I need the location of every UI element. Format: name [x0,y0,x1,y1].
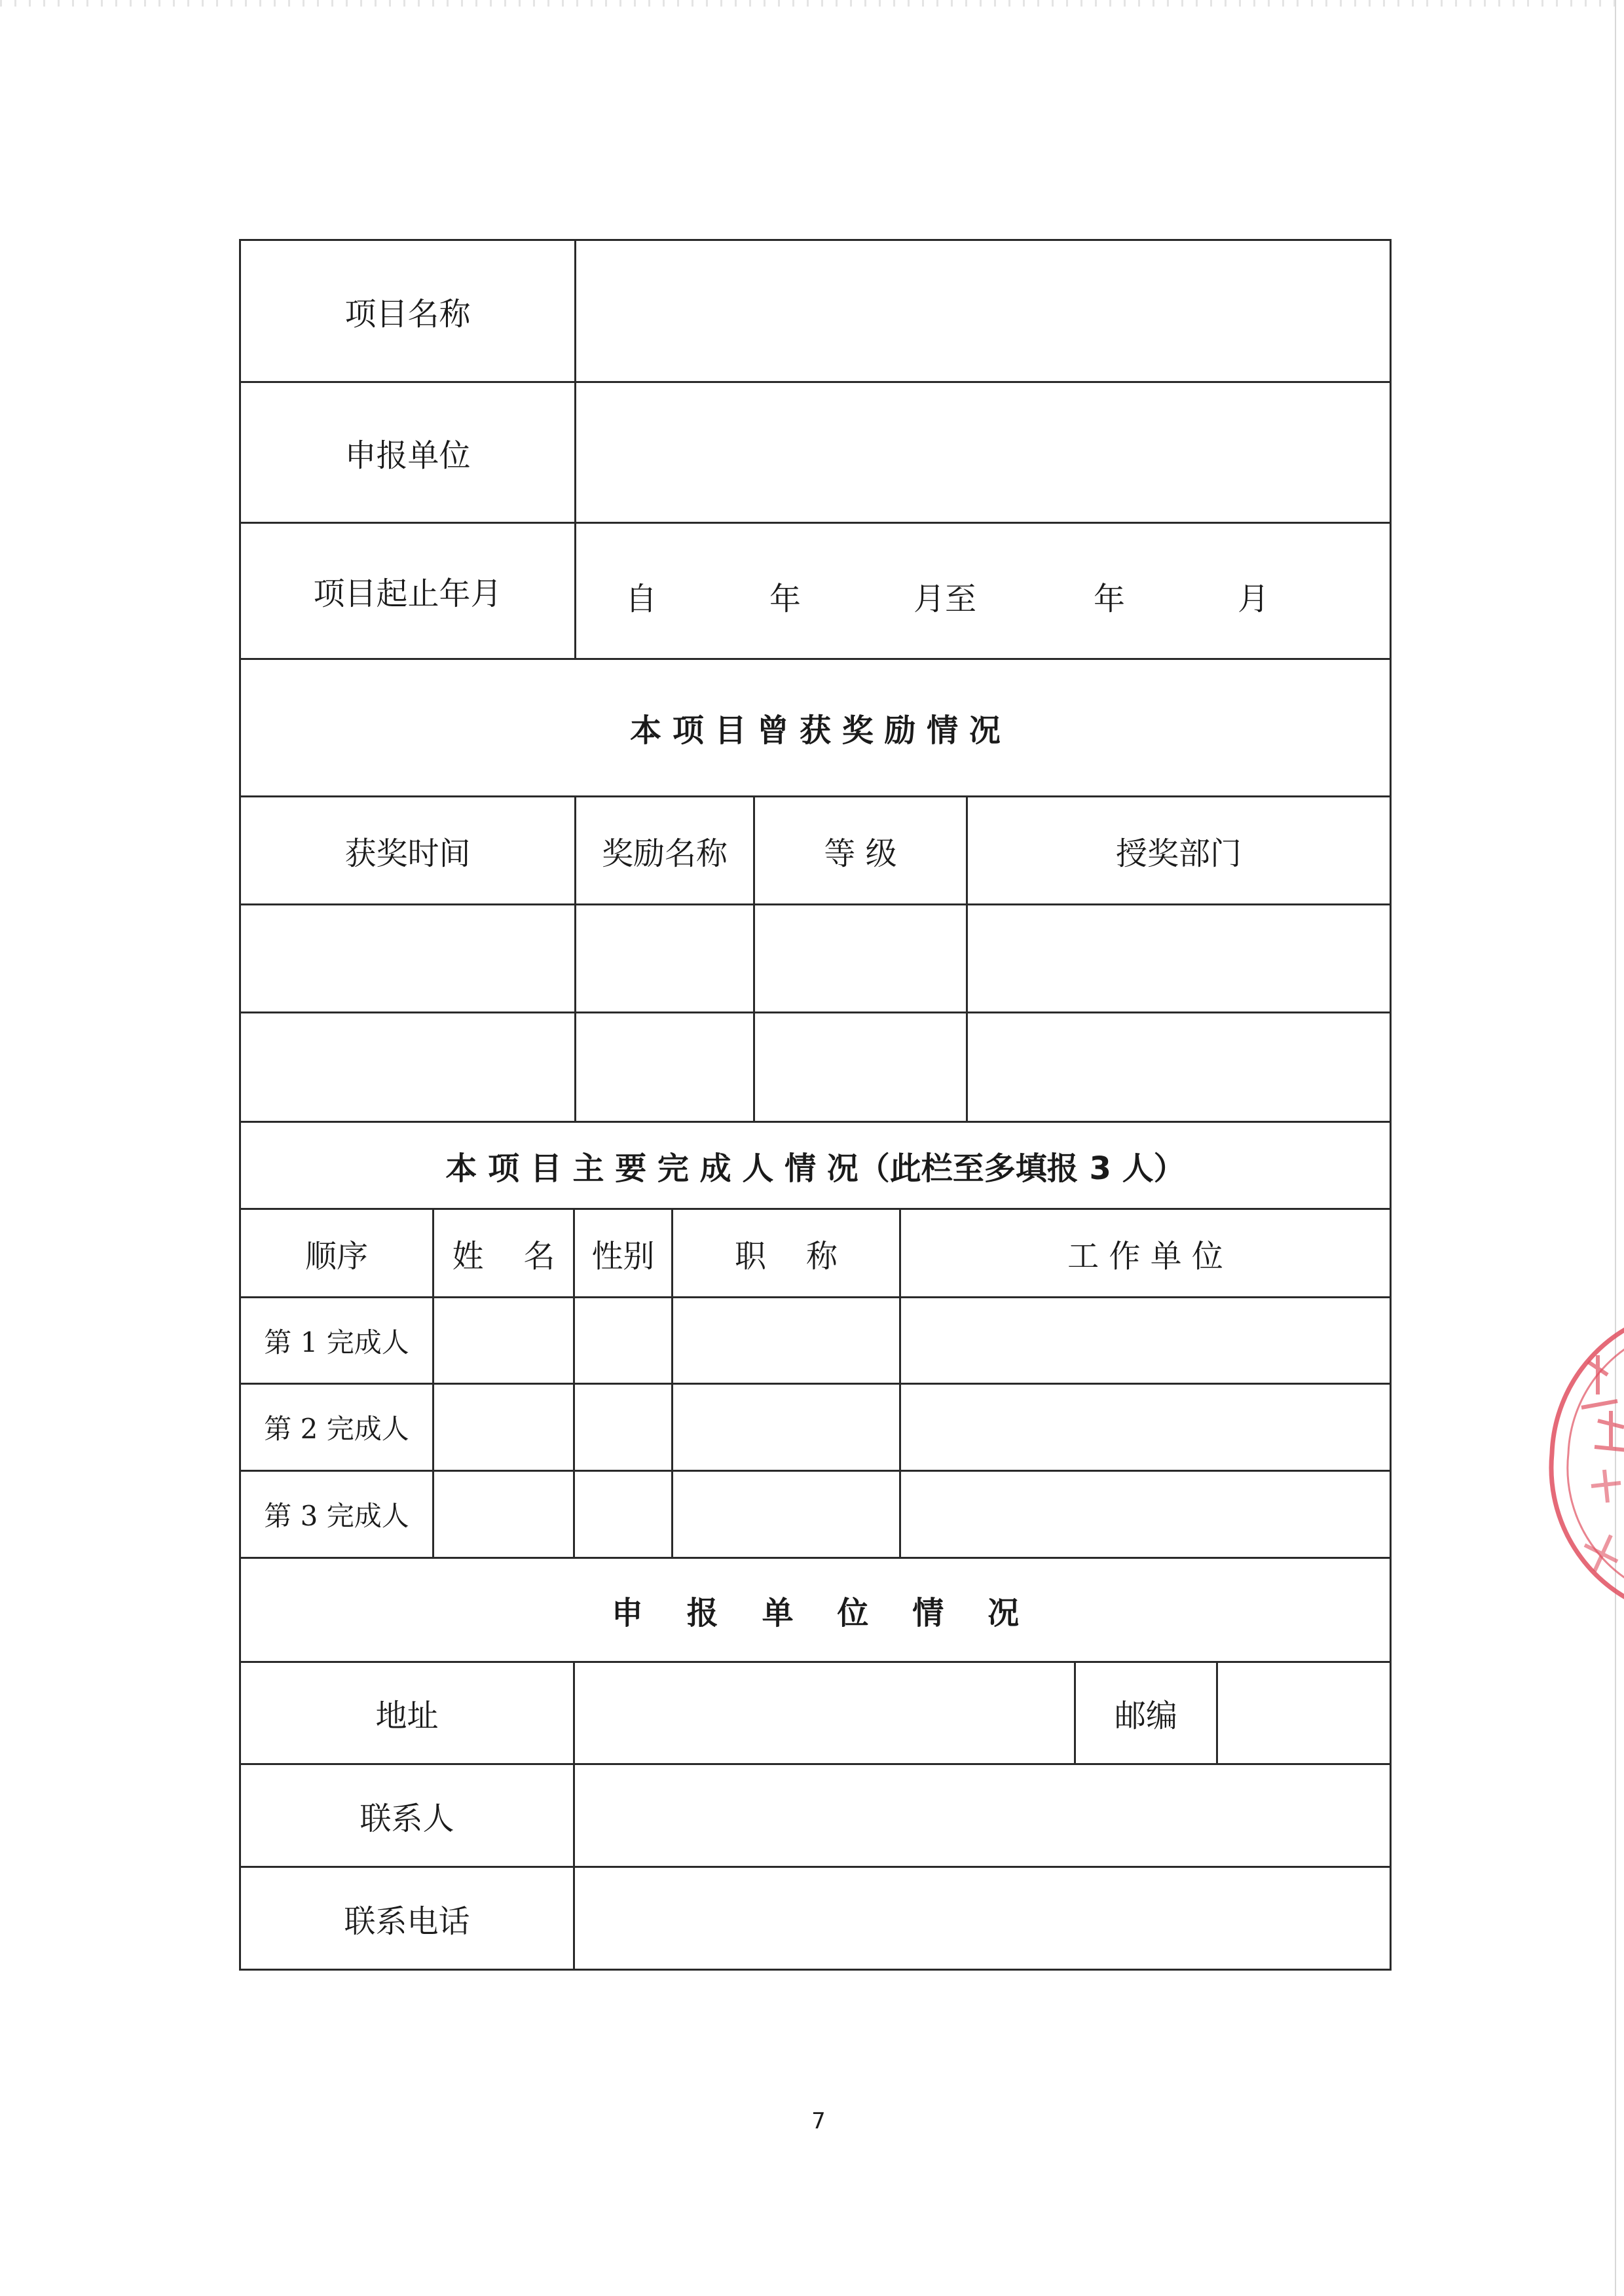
awards-section-title: 本 项 目 曾 获 奖 励 情 况 [630,712,1001,749]
awards-header-time: 获奖时间 [344,835,471,872]
period-month-to: 月至 [913,581,977,617]
red-seal-stamp [1526,1290,1624,1630]
people-row-label-3: 第 3 完成人 [264,1500,409,1532]
people-cell[interactable] [575,1385,671,1470]
project-name-field[interactable] [576,241,1390,381]
period-year-2: 年 [1094,581,1126,617]
people-header-gender: 性别 [591,1237,655,1275]
people-cell[interactable] [434,1385,573,1470]
address-label: 地址 [375,1698,439,1734]
people-cell[interactable] [901,1472,1390,1557]
contact-person-field[interactable] [575,1765,1390,1866]
postcode-field[interactable] [1218,1663,1390,1763]
people-header-workplace: 工 作 单 位 [1067,1237,1223,1275]
project-period-field[interactable] [576,524,1390,658]
contact-phone-label: 联系电话 [344,1903,470,1940]
project-name-label: 项目名称 [344,295,471,333]
address-field[interactable] [575,1663,1074,1763]
project-period-label: 项目起止年月 [313,575,502,612]
awards-cell[interactable] [241,905,574,1011]
awards-header-level: 等 级 [824,835,897,872]
people-cell[interactable] [673,1298,899,1383]
people-cell[interactable] [575,1298,671,1383]
people-header-order: 顺序 [304,1237,368,1275]
contact-person-label: 联系人 [360,1800,454,1837]
awards-cell[interactable] [241,1013,574,1121]
awards-cell[interactable] [755,1013,966,1121]
people-row-label-1: 第 1 完成人 [264,1326,409,1358]
period-from: 自 [625,581,657,617]
period-month-2: 月 [1238,581,1270,617]
awards-cell[interactable] [968,905,1390,1011]
contact-phone-field[interactable] [575,1868,1390,1969]
people-cell[interactable] [901,1298,1390,1383]
people-cell[interactable] [575,1472,671,1557]
awards-cell[interactable] [576,905,753,1011]
applicant-unit-label: 申报单位 [344,437,471,474]
people-row-label-2: 第 2 完成人 [264,1413,409,1445]
people-cell[interactable] [434,1472,573,1557]
awards-header-name: 奖励名称 [601,835,728,872]
people-header-name: 姓 名 [452,1237,555,1275]
people-cell[interactable] [434,1298,573,1383]
page-edge [1615,0,1616,2296]
awards-header-department: 授奖部门 [1115,835,1242,872]
period-year-1: 年 [769,581,802,617]
awards-cell[interactable] [968,1013,1390,1121]
unit-section-title: 申 报 单 位 情 况 [611,1594,1020,1631]
page-number: 7 [811,2108,826,2134]
people-header-title: 职 称 [734,1237,838,1275]
awards-cell[interactable] [576,1013,753,1121]
people-section-title: 本 项 目 主 要 完 成 人 情 况（此栏至多填报 3 人） [445,1150,1185,1187]
people-cell[interactable] [673,1385,899,1470]
awards-cell[interactable] [755,905,966,1011]
postcode-label: 邮编 [1114,1698,1177,1734]
people-cell[interactable] [673,1472,899,1557]
scan-speckle [0,0,1624,7]
applicant-unit-field[interactable] [576,383,1390,522]
people-cell[interactable] [901,1385,1390,1470]
